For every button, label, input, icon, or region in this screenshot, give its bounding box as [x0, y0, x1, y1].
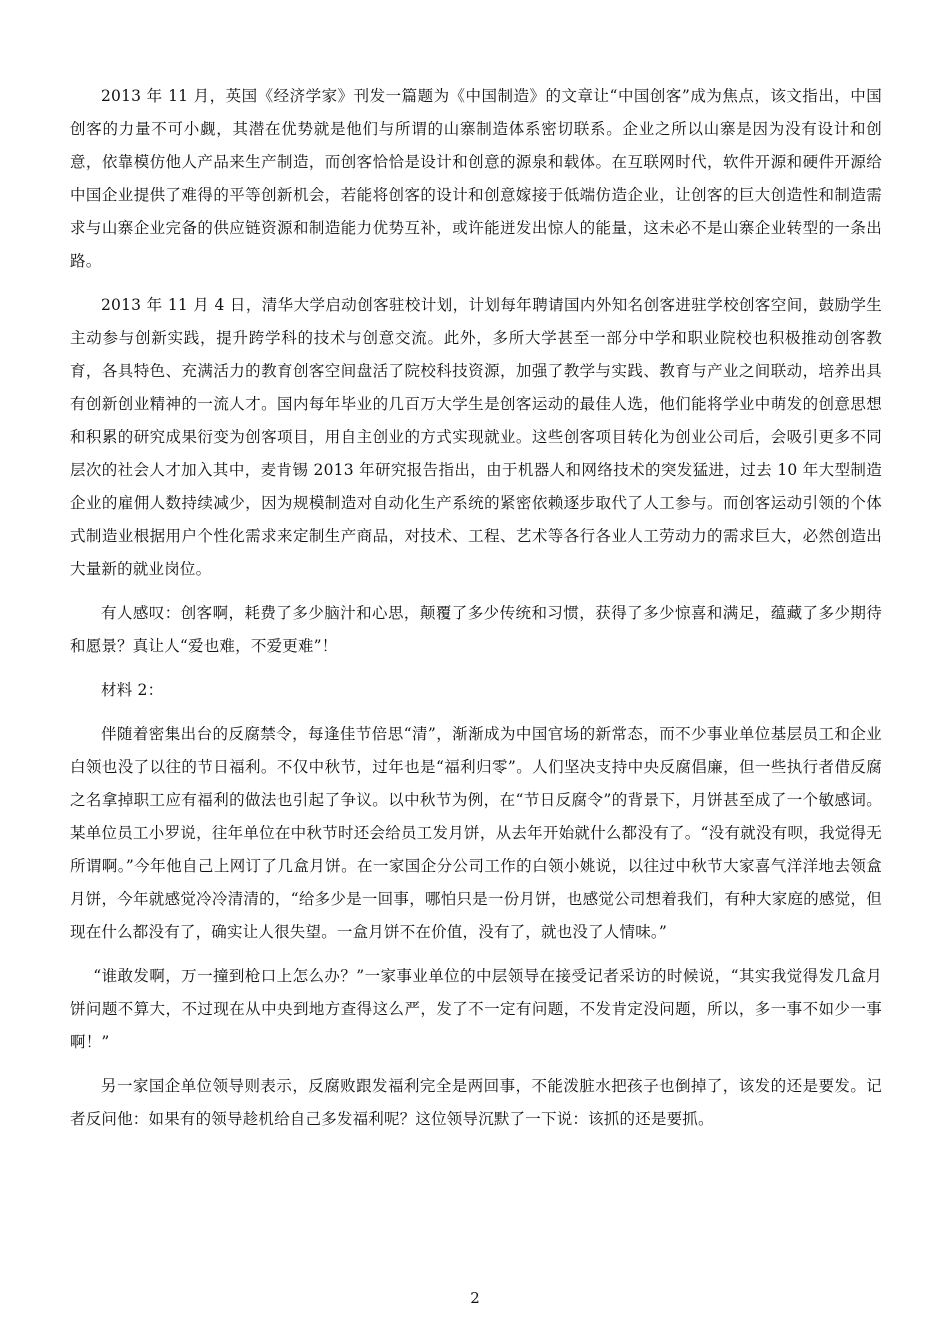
paragraph-who-dares: “谁敢发啊，万一撞到枪口上怎么办？”一家事业单位的中层领导在接受记者采访的时候说，“其实我觉得发几盒月饼问题不算大，不过现在从中央到地方查得这么严，发了不一定有问题，不发肯定没问题，所以，多一事不如少一事啊！” [70, 967, 882, 1051]
paragraph-sigh: 有人感叹：创客啊，耗费了多少脑汁和心思，颠覆了多少传统和习惯，获得了多少惊喜和满足，蕴藏了多少期待和愿景？真让人“爱也难，不爱更难”！ [70, 604, 882, 655]
paragraph-tsinghua-maker: 2013 年 11 月 4 日，清华大学启动创客驻校计划，计划每年聘请国内外知名创客进驻学校创客空间，鼓励学生主动参与创新实践，提升跨学科的技术与创意交流。此外，多所大学甚至一部分中学和职业院校也积极推动创客教育，各具特色、充满活力的教育创客空间盘活了院校科技资源，加强了教学与实践、教育与产业之间联动，培养出具有创新创业精神的一流人才。国内每年毕业的几百万大学生是创客运动的最佳人选，他们能将学业中萌发的创意思想和积累的研究成果衍变为创客项目，用自主创业的方式实现就业。这些创客项目转化为创业公司后，会吸引更多不同层次的社会人才加入其中，麦肯锡 2013 年研究报告指出，由于机器人和网络技术的突发猛进，过去 10 年大型制造企业的雇佣人数持续减少，因为规模制造对自动化生产系统的紧密依赖逐步取代了人工参与。而创客运动引领的个体式制造业根据用户个性化需求来定制生产商品，对技术、工程、艺术等各行各业人工劳动力的需求巨大，必然创造出大量新的就业岗位。 [70, 296, 882, 578]
page-number: 2 [470, 1289, 480, 1307]
material-heading: 材料 2： [101, 681, 164, 699]
paragraph-anticorruption-benefits: 伴随着密集出台的反腐禁令，每逢佳节倍思“清”，渐渐成为中国官场的新常态，而不少事业单位基层员工和企业白领也没了以往的节日福利。不仅中秋节，过年也是“福利归零”。人们坚决支持中央反腐倡廉，但一些执行者借反腐之名拿掉职工应有福利的做法也引起了争议。以中秋节为例，在“节日反腐令”的背景下，月饼甚至成了一个敏感词。某单位员工小罗说，往年单位在中秋节时还会给员工发月饼，从去年开始就什么都没有了。“没有就没有呗，我觉得无所谓啊。”今年他自己上网订了几盒月饼。在一家国企分公司工作的白领小姚说，以往过中秋节大家喜气洋洋地去领盒月饼，今年就感觉冷冷清清的，“给多少是一回事，哪怕只是一份月饼，也感觉公司想着我们，有种大家庭的感觉，但现在什么都没有了，确实让人很失望。一盒月饼不在价值，没有了，就也没了人情味。” [70, 725, 882, 941]
paragraph-soe-leader: 另一家国企单位领导则表示，反腐败跟发福利完全是两回事，不能泼脏水把孩子也倒掉了，该发的还是要发。记者反问他：如果有的领导趁机给自己多发福利呢？这位领导沉默了一下说：该抓的还是要抓。 [70, 1077, 882, 1128]
document-body [70, 80, 882, 1147]
paragraph-maker-economist: 2013 年 11 月，英国《经济学家》刊发一篇题为《中国制造》的文章让“中国创客”成为焦点，该文指出，中国创客的力量不可小觑，其潜在优势就是他们与所谓的山寨制造体系密切联系。企业之所以山寨是因为没有设计和创意，依靠模仿他人产品来生产制造，而创客恰恰是设计和创意的源泉和载体。在互联网时代，软件开源和硬件开源给中国企业提供了难得的平等创新机会，若能将创客的设计和创意嫁接于低端仿造企业，让创客的巨大创造性和制造需求与山寨企业完备的供应链资源和制造能力优势互补，或许能迸发出惊人的能量，这未必不是山寨企业转型的一条出路。 [70, 87, 882, 270]
